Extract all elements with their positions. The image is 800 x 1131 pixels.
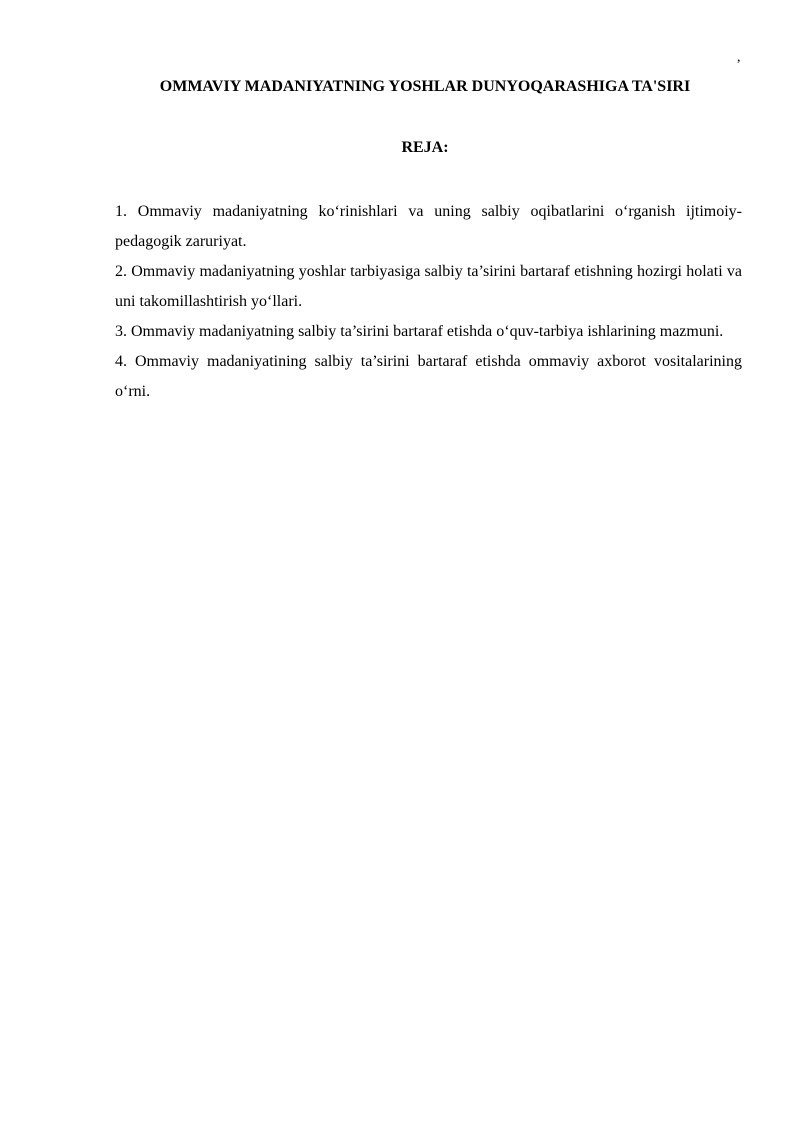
plan-item-3: 3. Ommaviy madaniyatning salbiy ta’sirini bartaraf etishda oʻquv-tarbiya ishlarining mazmuni.	[115, 323, 724, 340]
corner-mark: ,	[737, 50, 741, 65]
plan-heading: REJA:	[401, 139, 449, 156]
plan-item-2: 2. Ommaviy madaniyatning yoshlar tarbiyasiga salbiy ta’sirini bartaraf etishning hozirgi holati va uni takomillashtirish yoʻllari.	[115, 263, 742, 310]
plan-item-1: 1. Ommaviy madaniyatning koʻrinishlari va uning salbiy oqibatlarini oʻrganish ijtimoiy-pedagogik zaruriyat.	[115, 203, 742, 250]
plan-list	[115, 197, 742, 407]
plan-item-4: 4. Ommaviy madaniyatining salbiy ta’sirini bartaraf etishda ommaviy axborot vositalarining oʻrni.	[115, 353, 742, 400]
document-title: OMMAVIY MADANIYATNING YOSHLAR DUNYOQARASHIGA TA'SIRI	[159, 78, 691, 95]
